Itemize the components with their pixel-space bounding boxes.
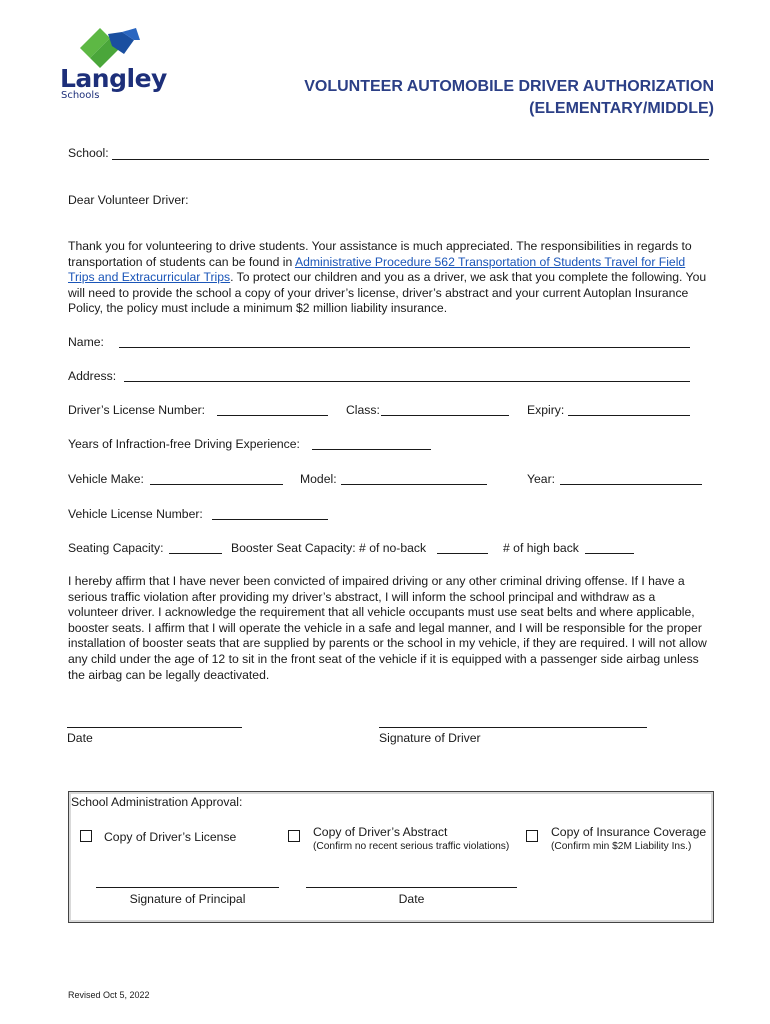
revision-footer: Revised Oct 5, 2022 (68, 990, 150, 1000)
date-line[interactable] (67, 727, 242, 728)
driver-signature-label: Signature of Driver (379, 731, 481, 745)
school-label: School: (68, 146, 109, 160)
years-experience-label: Years of Infraction-free Driving Experience: (68, 437, 300, 451)
booster-no-back-field[interactable] (437, 553, 488, 554)
admin-date-line[interactable] (306, 887, 517, 888)
expiry-label: Expiry: (527, 403, 565, 417)
name-field[interactable] (119, 347, 690, 348)
affirmation-paragraph: I hereby affirm that I have never been convicted of impaired driving or any other criminal driving offense. If I have a serious traffic violation after providing my driver’s abstract, I will inform the school principal and withdraw as a volunteer driver. I acknowledge the requirement that all vehicle occupants must use seat belts and where applicable, booster seats. I affirm that I will operate the vehicle in a safe and legal manner, and I will be responsible for the proper installation of booster seats that are supplied by parents or the school in my vehicle, if they are required. I will not allow any child under the age of 12 to sit in the front seat of the vehicle if it is equipped with a passenger side airbag unless the airbag can be legally deactivated. (68, 574, 707, 682)
model-field[interactable] (341, 484, 487, 485)
title-line-2: (ELEMENTARY/MIDDLE) (529, 100, 714, 117)
year-field[interactable] (560, 484, 702, 485)
principal-signature-label: Signature of Principal (129, 892, 246, 906)
model-label: Model: (300, 472, 337, 486)
drivers-abstract-check-label: Copy of Driver’s Abstract (313, 825, 448, 839)
expiry-field[interactable] (568, 415, 690, 416)
drivers-abstract-note: (Confirm no recent serious traffic violations) (313, 841, 510, 852)
admin-approval-inner (71, 794, 711, 920)
title-line-1: VOLUNTEER AUTOMOBILE DRIVER AUTHORIZATION (304, 78, 714, 95)
seating-capacity-label: Seating Capacity: (68, 541, 164, 555)
address-label: Address: (68, 369, 117, 383)
year-label: Year: (527, 472, 556, 486)
vehicle-make-field[interactable] (150, 484, 283, 485)
class-label: Class: (346, 403, 380, 417)
intro-paragraph (68, 239, 708, 317)
license-number-field[interactable] (217, 415, 328, 416)
school-field[interactable] (112, 159, 709, 160)
drivers-abstract-checkbox[interactable] (288, 830, 300, 842)
principal-signature-line[interactable] (96, 887, 279, 888)
admin-approval-box (68, 791, 714, 923)
vehicle-license-label: Vehicle License Number: (68, 507, 203, 521)
logo-subname: Schools (61, 90, 100, 101)
high-back-field[interactable] (585, 553, 634, 554)
drivers-license-check-label: Copy of Driver’s License (104, 830, 237, 844)
insurance-coverage-checkbox[interactable] (526, 830, 538, 842)
vehicle-make-label: Vehicle Make: (68, 472, 144, 486)
vehicle-license-field[interactable] (212, 519, 328, 520)
address-field[interactable] (124, 381, 690, 382)
drivers-license-checkbox[interactable] (80, 830, 92, 842)
intro-text-after: . To protect our children and you as a driver, we ask that you complete the following. You will need to provide the school a copy of your driver’s license, driver’s abstract and your current Autoplan Insurance Policy, the policy must include a minimum $2 million liability insurance. (68, 270, 707, 316)
license-number-label: Driver’s License Number: (68, 403, 206, 417)
booster-no-back-label: Booster Seat Capacity: # of no-back (231, 541, 427, 555)
insurance-coverage-note: (Confirm min $2M Liability Ins.) (551, 841, 692, 852)
logo (60, 26, 170, 106)
intro-text-before: Thank you for volunteering to drive students. Your assistance is much appreciated. The responsibilities in regards to transportation of students can be found in (68, 239, 692, 269)
admin-approval-heading: School Administration Approval: (71, 795, 243, 809)
seating-capacity-field[interactable] (169, 553, 222, 554)
insurance-coverage-check-label: Copy of Insurance Coverage (551, 825, 707, 839)
procedure-562-link[interactable]: Administrative Procedure 562 Transportation of Students Travel for Field Trips and Extracurricular Trips (68, 254, 686, 285)
logo-name: Langley (60, 64, 167, 93)
admin-date-label: Date (398, 892, 425, 906)
name-label: Name: (68, 335, 104, 349)
high-back-label: # of high back (503, 541, 579, 555)
driver-signature-line[interactable] (379, 727, 647, 728)
date-label: Date (67, 731, 93, 745)
class-field[interactable] (381, 415, 509, 416)
years-experience-field[interactable] (312, 449, 431, 450)
page-title (194, 76, 714, 120)
greeting: Dear Volunteer Driver: (68, 193, 189, 207)
